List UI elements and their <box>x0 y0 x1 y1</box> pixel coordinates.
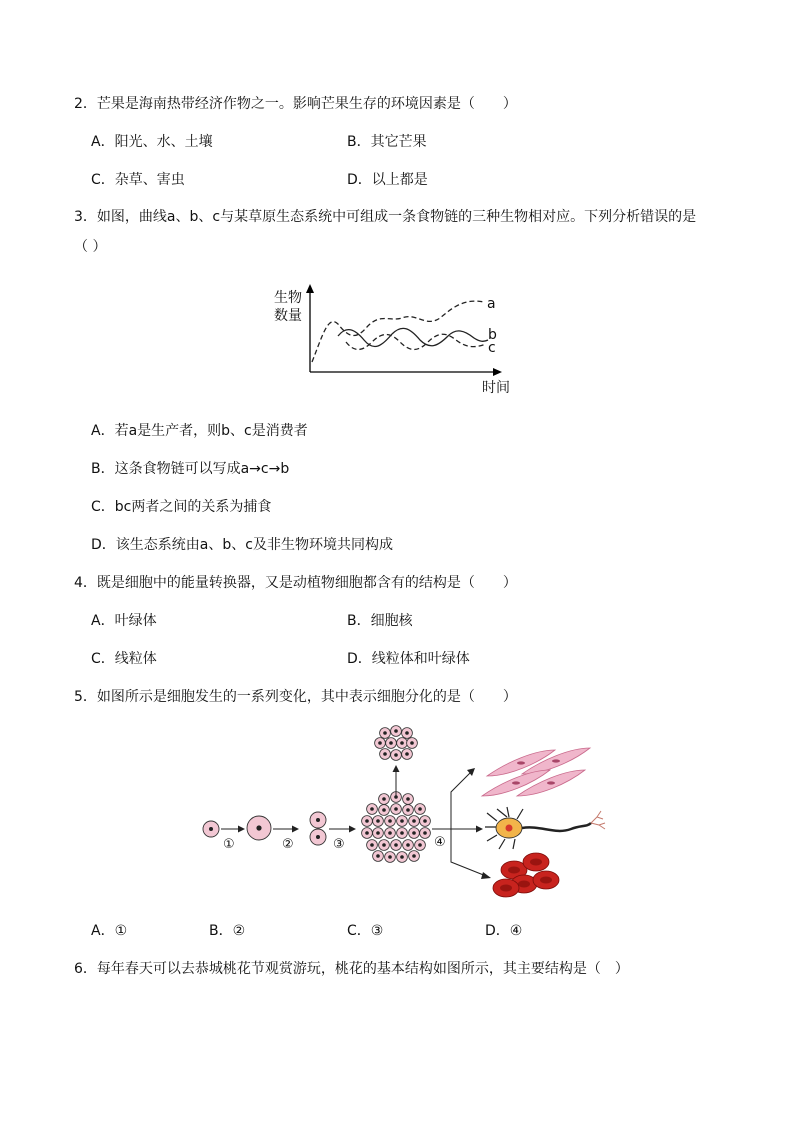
nerve-cell <box>485 807 605 849</box>
q3-option-a: A．若a是生产者，则b、c是消费者 <box>91 423 308 439</box>
x-axis-label: 时间 <box>482 380 510 396</box>
q4-option-b: B．细胞核 <box>347 613 413 629</box>
q4-stem: 4．既是细胞中的能量转换器，又是动植物细胞都含有的结构是（ ） <box>74 575 517 591</box>
q3-option-d: D．该生态系统由a、b、c及非生物环境共同构成 <box>91 537 393 553</box>
q4-option-c: C．线粒体 <box>91 651 157 667</box>
muscle-cells <box>482 748 590 796</box>
step-label-3: ③ <box>333 837 345 852</box>
q5-option-b: B．② <box>209 923 246 939</box>
y-axis-label-line2: 数量 <box>274 308 302 324</box>
q5-option-d: D．④ <box>485 923 523 939</box>
curve-label-b: b <box>488 327 497 343</box>
q2-option-a: A．阳光、水、土壤 <box>91 134 213 150</box>
dividing-cells <box>310 812 326 845</box>
q5-option-a: A．① <box>91 923 128 939</box>
x-axis-arrow <box>493 368 502 376</box>
step-label-4: ④ <box>434 835 446 850</box>
q5-option-c: C．③ <box>347 923 384 939</box>
curve-label-c: c <box>488 340 496 356</box>
curve-c <box>346 334 486 349</box>
q2-option-b: B．其它芒果 <box>347 134 427 150</box>
population-curve-figure <box>266 282 526 400</box>
step-label-1: ① <box>223 837 235 852</box>
q5-stem: 5．如图所示是细胞发生的一系列变化，其中表示细胞分化的是（ ） <box>74 689 517 705</box>
grown-cell <box>247 816 271 840</box>
curve-b <box>338 328 488 346</box>
q4-option-d: D．线粒体和叶绿体 <box>347 651 470 667</box>
q3-option-c: C．bc两者之间的关系为捕食 <box>91 499 272 515</box>
red-blood-cells <box>493 853 559 897</box>
cell-mass <box>362 792 431 863</box>
q3-stem-line2: （ ） <box>74 239 107 255</box>
single-cell <box>203 821 219 837</box>
q2-option-d: D．以上都是 <box>347 172 428 188</box>
q3-stem-line1: 3．如图，曲线a、b、c与某草原生态系统中可组成一条食物链的三种生物相对应。下列分析错误的是 <box>74 209 697 225</box>
y-axis-arrow <box>306 284 314 293</box>
y-axis-label-line1: 生物 <box>274 290 302 306</box>
q2-option-c: C．杂草、害虫 <box>91 172 185 188</box>
q3-option-b: B．这条食物链可以写成a→c→b <box>91 461 290 477</box>
cell-differentiation-figure <box>196 722 606 904</box>
curve-label-a: a <box>487 296 496 312</box>
q4-option-a: A．叶绿体 <box>91 613 157 629</box>
cell-cluster-top <box>375 726 418 761</box>
q2-stem: 2．芒果是海南热带经济作物之一。影响芒果生存的环境因素是（ ） <box>74 96 517 112</box>
step-label-2: ② <box>282 837 294 852</box>
q6-stem: 6．每年春天可以去恭城桃花节观赏游玩，桃花的基本结构如图所示，其主要结构是（ ） <box>74 961 629 977</box>
